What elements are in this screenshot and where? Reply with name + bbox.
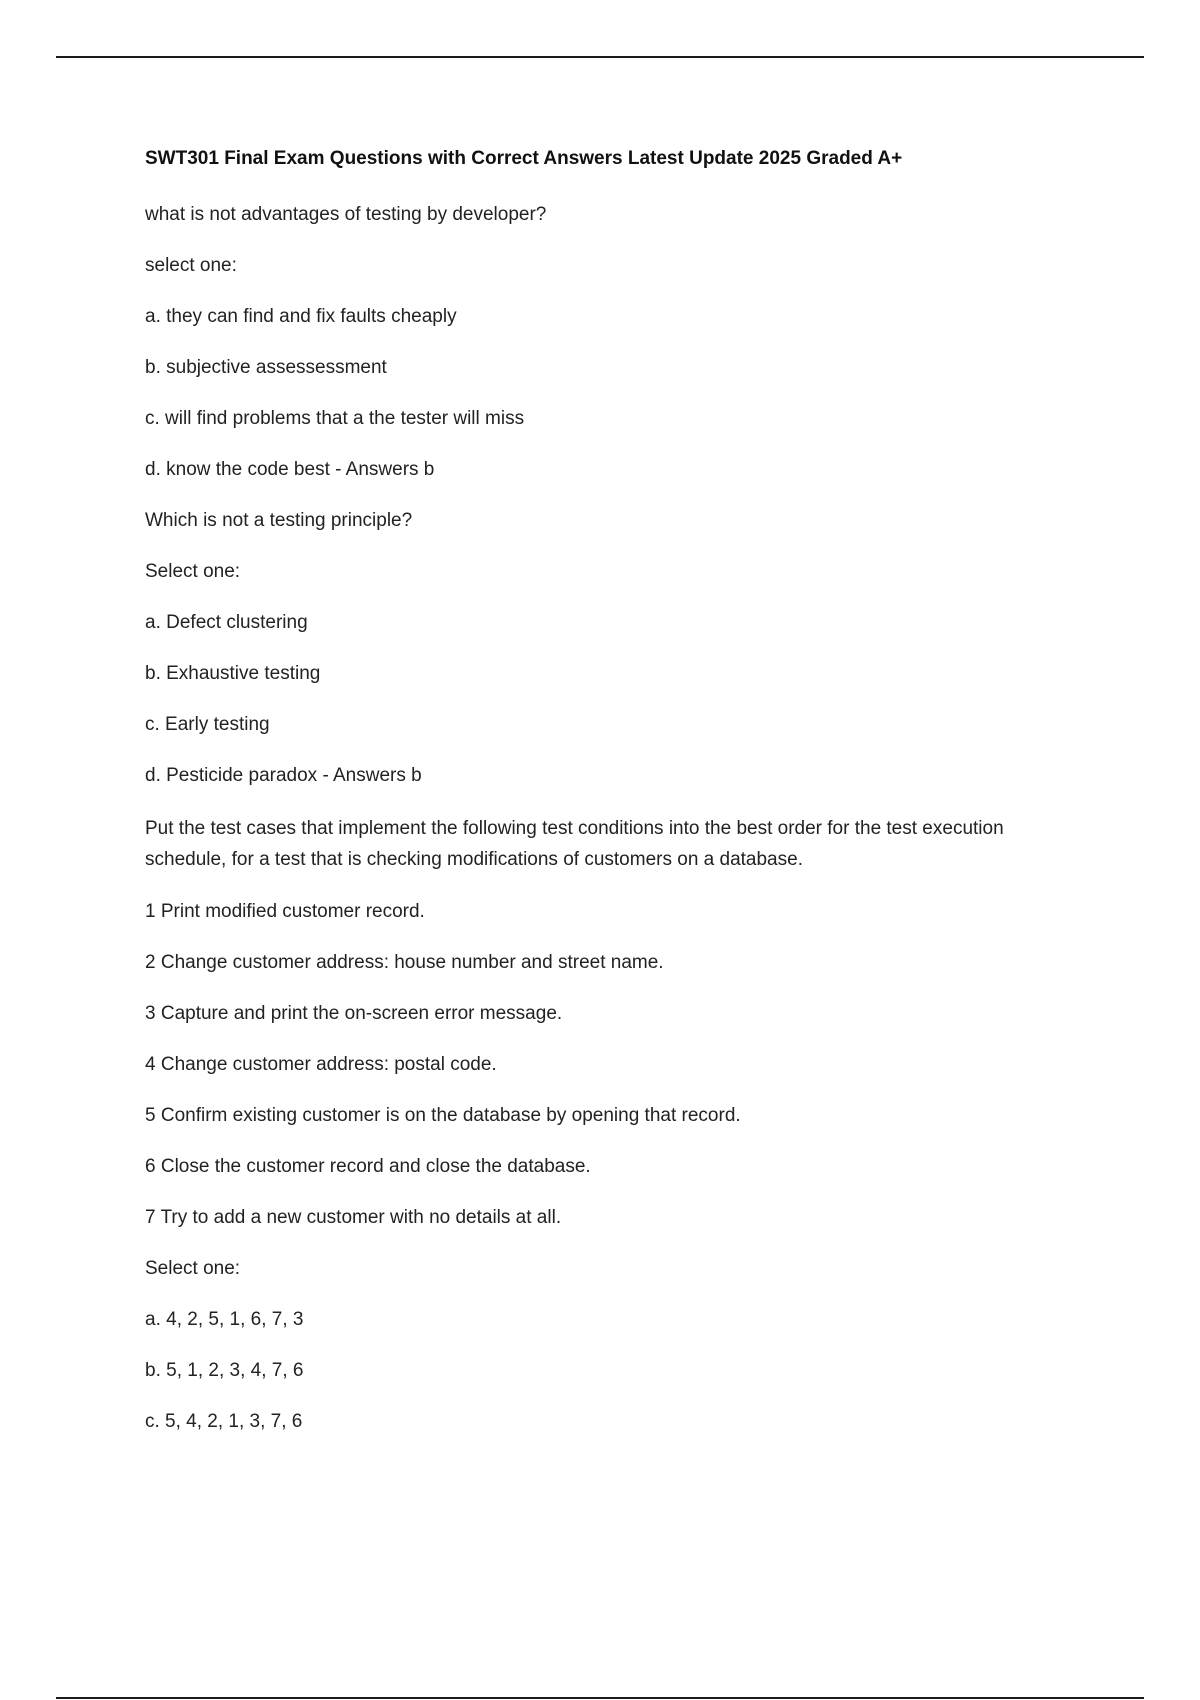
- footer-rule: [56, 1697, 1144, 1699]
- question-2-text: Which is not a testing principle?: [145, 510, 413, 531]
- question-1-option-c: c. will find problems that a the tester will miss: [145, 408, 525, 429]
- test-condition-2: 2 Change customer address: house number and street name.: [145, 952, 664, 973]
- document-body: [145, 145, 1090, 1459]
- question-2-option-d: d. Pesticide paradox - Answers b: [145, 765, 422, 786]
- question-1-instruction: select one:: [145, 255, 237, 276]
- test-condition-3: 3 Capture and print the on-screen error message.: [145, 1003, 563, 1024]
- test-condition-1: 1 Print modified customer record.: [145, 901, 425, 922]
- question-2-instruction: Select one:: [145, 561, 241, 582]
- question-3-option-b: b. 5, 1, 2, 3, 4, 7, 6: [145, 1360, 304, 1381]
- test-condition-6: 6 Close the customer record and close the database.: [145, 1156, 591, 1177]
- question-1-option-d: d. know the code best - Answers b: [145, 459, 435, 480]
- question-2-option-c: c. Early testing: [145, 714, 270, 735]
- test-condition-5: 5 Confirm existing customer is on the database by opening that record.: [145, 1105, 741, 1126]
- header-rule: [56, 56, 1144, 58]
- question-1-text: what is not advantages of testing by developer?: [145, 204, 547, 225]
- test-condition-7: 7 Try to add a new customer with no details at all.: [145, 1207, 562, 1228]
- question-1-option-a: a. they can find and fix faults cheaply: [145, 306, 457, 327]
- question-2-option-b: b. Exhaustive testing: [145, 663, 321, 684]
- question-1-option-b: b. subjective assessessment: [145, 357, 387, 378]
- question-3-option-a: a. 4, 2, 5, 1, 6, 7, 3: [145, 1309, 304, 1330]
- question-3-instruction: Select one:: [145, 1258, 241, 1279]
- question-3-option-c: c. 5, 4, 2, 1, 3, 7, 6: [145, 1411, 303, 1432]
- question-2-option-a: a. Defect clustering: [145, 612, 308, 633]
- test-condition-4: 4 Change customer address: postal code.: [145, 1054, 497, 1075]
- document-title: SWT301 Final Exam Questions with Correct Answers Latest Update 2025 Graded A+: [145, 148, 903, 169]
- question-3-text: Put the test cases that implement the following test conditions into the best order for the test execution schedule, for a test that is checking modifications of customers on a database.: [145, 818, 1004, 870]
